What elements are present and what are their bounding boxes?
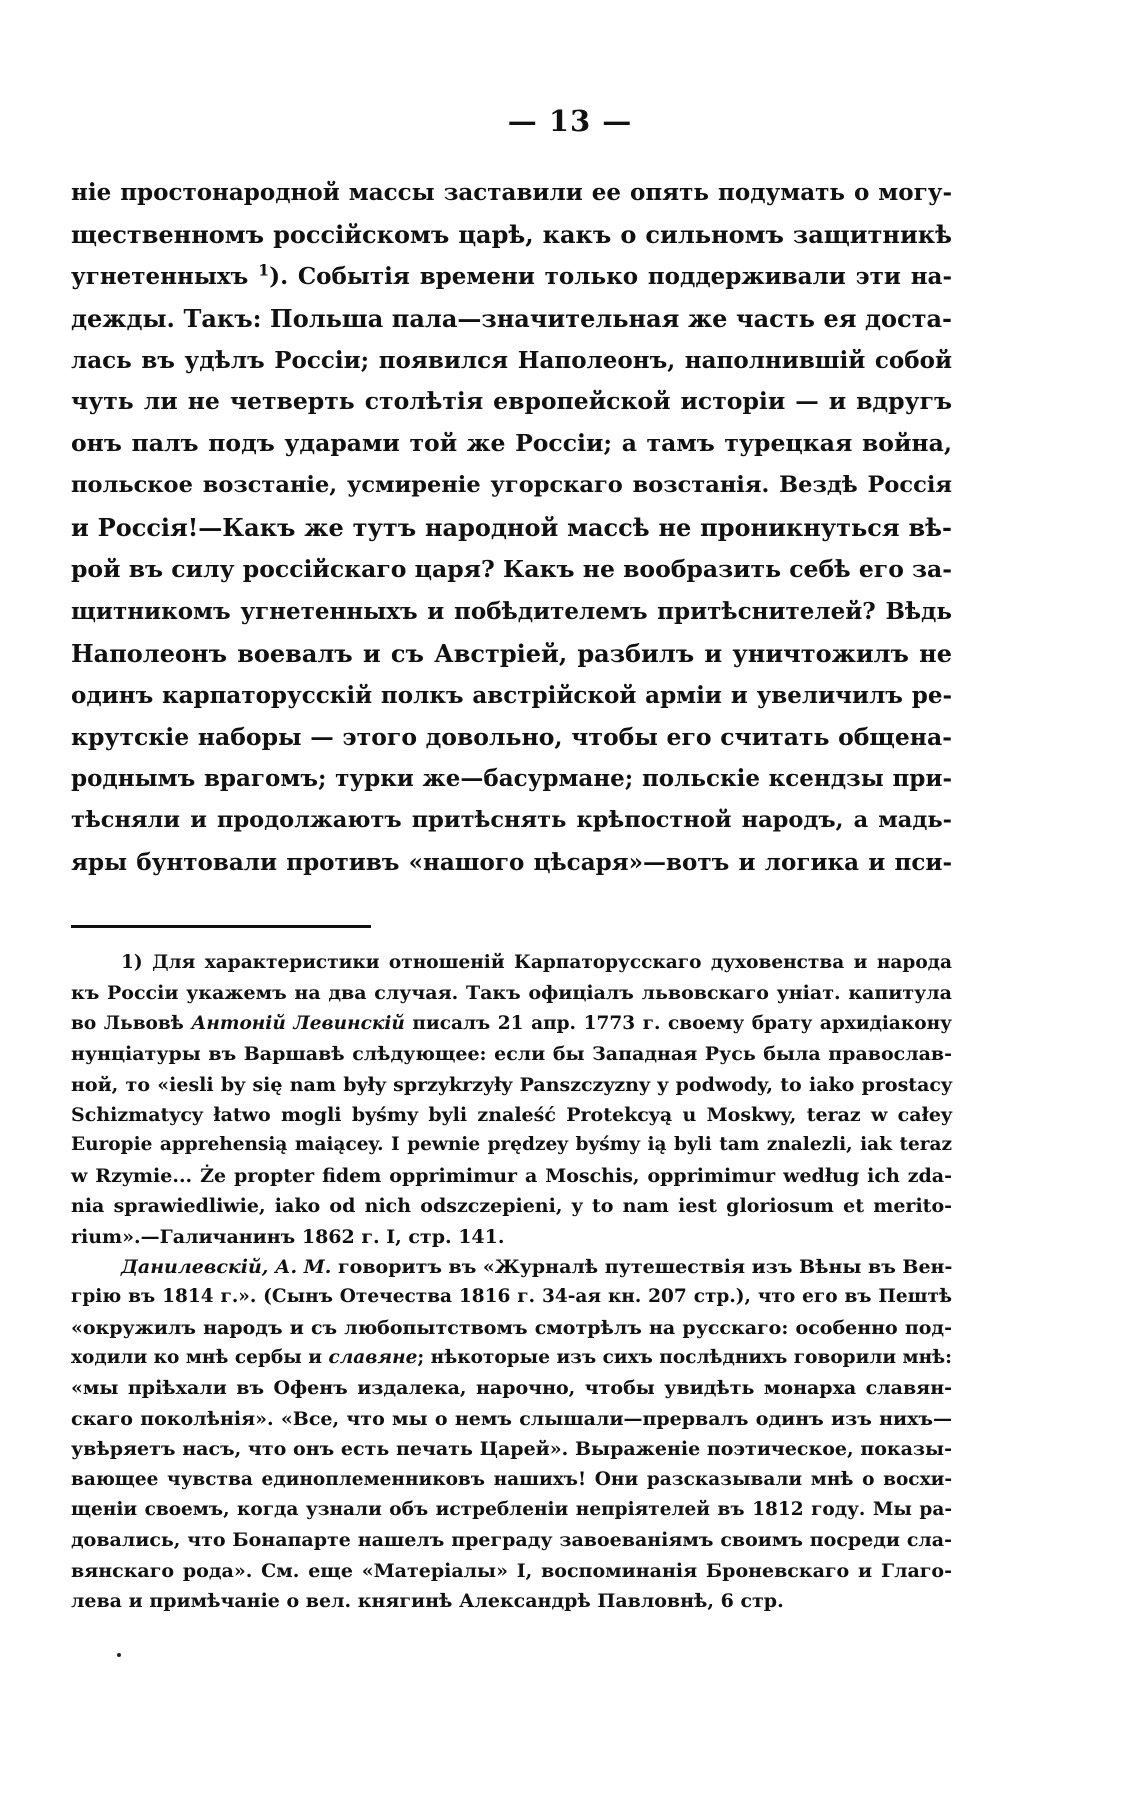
footnote-line: вающее чувства единоплеменниковъ нашихъ! Они разсказывали мнѣ о восхи- [71, 1468, 952, 1490]
footnote-line: «окружилъ народъ и съ любопытствомъ смотрѣлъ на русскаго: особенно под- [71, 1316, 952, 1339]
footnote-line: rium».—Галичанинъ 1862 г. I, стр. 141. [71, 1225, 505, 1248]
body-line: щитникомъ угнетенныхъ и побѣдителемъ притѣснителей? Вѣдь [71, 597, 952, 625]
footnote-italic-name: Антоній Левинскій [191, 1012, 405, 1034]
body-line: щественномъ россійскомъ царѣ, какъ о сильномъ защитникѣ [71, 219, 952, 249]
body-line: чуть ли не четверть столѣтія европейской исторіи — и вдругъ [71, 387, 952, 416]
footnote-line: скаго поколѣнія». «Все, что мы о немъ слышали—прервалъ одинъ изъ нихъ— [71, 1407, 952, 1430]
footnote-line: ной, то «iesli by się nam były sprzykrzyły Panszczyzny y podwody, to iako prostacy [71, 1073, 952, 1096]
footnote-line [71, 1009, 952, 1039]
footnote-line [71, 1252, 952, 1282]
footnote-line: «мы пріѣхали въ Офенъ издалека, нарочно, чтобы увидѣть монарха славян- [71, 1377, 952, 1400]
body-line: тѣсняли и продолжаютъ притѣснять крѣпостной народъ, а мадь- [71, 807, 952, 834]
footnote-marker: 1 [258, 260, 270, 280]
body-line: яры бунтовали противъ «нашого цѣсаря»—вотъ и логика и пси- [71, 849, 952, 877]
footnote-separator-rule [71, 925, 371, 928]
footnote-line: вянскаго рода». См. еще «Матеріалы» I, воспоминанія Броневскаго и Глаго- [71, 1559, 952, 1582]
body-line: польское возстаніе, усмиреніе угорскаго возстанія. Вездѣ Россія [71, 472, 952, 499]
footnote-line: Schizmatycy łatwo mogli byśmy byli znaleść Protekcyą u Moskwy, teraz w całey [71, 1103, 952, 1126]
body-line: роднымъ врагомъ; турки же—басурмане; польскіе ксендзы при- [71, 765, 952, 793]
footnote-fragment: ; нѣкоторые изъ сихъ послѣднихъ говорили мнѣ: [417, 1347, 952, 1369]
footnote-fragment: писалъ 21 апр. 1773 г. своему брату архидіакону [404, 1012, 953, 1034]
footnote-line: w Rzymie... Że propter fidem opprimimur a Moschis, opprimimur według ich zda- [71, 1164, 952, 1187]
footnote-line: нунціатуры въ Варшавѣ слѣдующее: если бы Западная Русь была православ- [71, 1043, 952, 1066]
body-text-fragment: угнетенныхъ [71, 262, 249, 290]
footnotes-block [71, 948, 952, 1617]
body-text-fragment: ). Событія времени только поддерживали эти на- [269, 262, 952, 290]
footnote-line: щеніи своемъ, когда узнали объ истребленіи непріятелей въ 1812 году. Мы ра- [71, 1499, 952, 1521]
footnote-italic-name: Данилевскій, А. М. [121, 1255, 332, 1278]
footnote-fragment: во Львовѣ [71, 1012, 192, 1034]
footnote-line: лева и примѣчаніе о вел. княгинѣ Александрѣ Павловнѣ, 6 стр. [71, 1590, 784, 1613]
footnote-fragment: говоритъ въ «Журналѣ путешествія изъ Вѣны въ Вен- [331, 1255, 953, 1278]
body-line: крутскіе наборы — этого довольно, чтобы его считать общена- [71, 722, 952, 751]
main-body-text [71, 172, 952, 884]
footnote-line: Europie apprehensią maiącey. I pewnie prędzey byśmy ią byli tam znalezli, iak teraz [71, 1134, 952, 1156]
body-line [71, 256, 952, 298]
body-line: Наполеонъ воевалъ и съ Австріей, разбилъ и уничтожилъ не [71, 638, 952, 668]
body-line: онъ палъ подъ ударами той же Россіи; а тамъ турецкая война, [71, 429, 952, 458]
footnote-line: увѣряетъ насъ, что онъ есть печать Царей». Выраженіе поэтическое, показы- [71, 1438, 952, 1461]
body-line: и Россія!—Какъ же тутъ народной массѣ не проникнуться вѣ- [71, 513, 952, 543]
footnote-line: 1) Для характеристики отношеній Карпаторусскаго духовенства и народа [121, 952, 952, 973]
footnote-line: nia sprawiedliwie, iako od nich odszczepieni, y to nam iest gloriosum et merito- [71, 1195, 952, 1218]
footnote-line: къ Россіи укажемъ на два случая. Такъ офиціалъ львовскаго уніат. капитула [71, 982, 952, 1005]
footnote-italic-word: славяне [328, 1347, 418, 1369]
footnote-line: довались, что Бонапарте нашелъ преграду завоеваніямъ своимъ посреди сла- [71, 1529, 952, 1552]
footnote-line [71, 1343, 952, 1373]
footnote-fragment: ходили ко мнѣ сербы и [71, 1347, 329, 1369]
body-line: одинъ карпаторусскій полкъ австрійской арміи и увеличилъ ре- [71, 681, 952, 709]
body-line: дежды. Такъ: Польша пала—значительная же часть ея доста- [71, 303, 952, 333]
body-line: рой въ силу россійскаго царя? Какъ не вообразить себѣ его за- [71, 555, 953, 584]
print-speck [117, 1653, 121, 1657]
page-number: — 13 — [507, 104, 633, 138]
footnote-line: грію въ 1814 г.». (Сынъ Отечества 1816 г. 34-ая кн. 207 стр.), что его въ Пештѣ [71, 1286, 952, 1308]
body-line: лась въ удѣлъ Россіи; появился Наполеонъ, наполнившій собой [71, 346, 952, 374]
body-line: ніе простонародной массы заставили ее опять подумать о могу- [71, 179, 952, 206]
